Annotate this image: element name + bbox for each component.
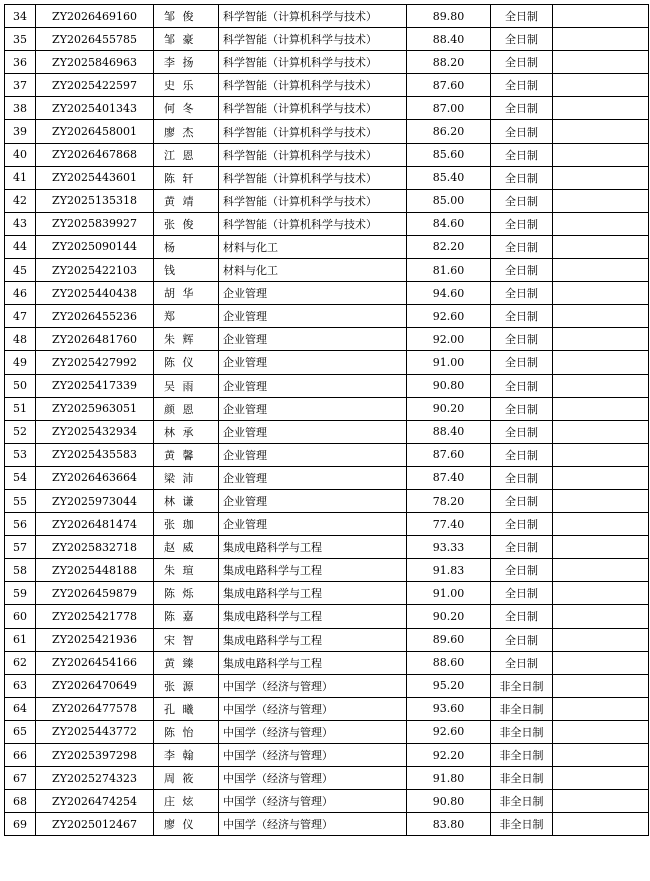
candidate-id: ZY2025401343 [36, 97, 154, 120]
total-score: 90.20 [407, 397, 491, 420]
major-name: 企业管理 [219, 328, 407, 351]
candidate-name: 梁 沛 [154, 466, 219, 489]
candidate-name: 朱 瑄 [154, 559, 219, 582]
remarks-cell [553, 744, 649, 767]
total-score: 93.33 [407, 536, 491, 559]
candidate-name: 陈 嘉 [154, 605, 219, 628]
remarks-cell [553, 143, 649, 166]
row-number: 58 [5, 559, 36, 582]
total-score: 81.60 [407, 259, 491, 282]
remarks-cell [553, 51, 649, 74]
candidate-name: 陈 轩 [154, 166, 219, 189]
row-number: 40 [5, 143, 36, 166]
major-name: 企业管理 [219, 489, 407, 512]
table-row [5, 697, 649, 720]
candidate-id: ZY2026477578 [36, 697, 154, 720]
table-row [5, 582, 649, 605]
candidate-id: ZY2025839927 [36, 212, 154, 235]
table-row [5, 790, 649, 813]
study-mode: 全日制 [491, 51, 553, 74]
table-row [5, 212, 649, 235]
major-name: 集成电路科学与工程 [219, 628, 407, 651]
row-number: 67 [5, 767, 36, 790]
study-mode: 全日制 [491, 282, 553, 305]
table-row [5, 28, 649, 51]
total-score: 85.00 [407, 189, 491, 212]
total-score: 91.80 [407, 767, 491, 790]
remarks-cell [553, 605, 649, 628]
candidate-id: ZY2026458001 [36, 120, 154, 143]
candidate-name: 林 谦 [154, 489, 219, 512]
study-mode: 非全日制 [491, 767, 553, 790]
total-score: 91.00 [407, 351, 491, 374]
candidate-id: ZY2026455785 [36, 28, 154, 51]
row-number: 64 [5, 697, 36, 720]
table-row [5, 513, 649, 536]
major-name: 集成电路科学与工程 [219, 651, 407, 674]
table-row [5, 628, 649, 651]
row-number: 68 [5, 790, 36, 813]
table-row [5, 235, 649, 258]
candidate-name: 颜 恩 [154, 397, 219, 420]
remarks-cell [553, 351, 649, 374]
total-score: 90.20 [407, 605, 491, 628]
candidate-name: 朱 辉 [154, 328, 219, 351]
candidate-id: ZY2025421936 [36, 628, 154, 651]
row-number: 35 [5, 28, 36, 51]
row-number: 63 [5, 674, 36, 697]
row-number: 62 [5, 651, 36, 674]
major-name: 科学智能（计算机科学与技术） [219, 51, 407, 74]
remarks-cell [553, 651, 649, 674]
study-mode: 全日制 [491, 351, 553, 374]
candidate-name: 李 扬 [154, 51, 219, 74]
candidate-id: ZY2025443772 [36, 720, 154, 743]
candidate-name: 杨 [154, 235, 219, 258]
table-row [5, 466, 649, 489]
total-score: 88.40 [407, 28, 491, 51]
candidate-id: ZY2025440438 [36, 282, 154, 305]
candidate-name: 张 珈 [154, 513, 219, 536]
major-name: 中国学（经济与管理） [219, 790, 407, 813]
table-row [5, 328, 649, 351]
table-body [5, 5, 649, 836]
table-row [5, 351, 649, 374]
candidate-id: ZY2025397298 [36, 744, 154, 767]
major-name: 企业管理 [219, 443, 407, 466]
study-mode: 全日制 [491, 328, 553, 351]
major-name: 集成电路科学与工程 [219, 536, 407, 559]
total-score: 91.83 [407, 559, 491, 582]
table-row [5, 744, 649, 767]
major-name: 科学智能（计算机科学与技术） [219, 97, 407, 120]
study-mode: 全日制 [491, 397, 553, 420]
table-row [5, 305, 649, 328]
major-name: 科学智能（计算机科学与技术） [219, 28, 407, 51]
candidate-id: ZY2026481760 [36, 328, 154, 351]
candidate-name: 赵 威 [154, 536, 219, 559]
table-row [5, 605, 649, 628]
major-name: 企业管理 [219, 397, 407, 420]
candidate-name: 宋 智 [154, 628, 219, 651]
total-score: 88.60 [407, 651, 491, 674]
candidate-name: 江 恩 [154, 143, 219, 166]
study-mode: 非全日制 [491, 720, 553, 743]
row-number: 43 [5, 212, 36, 235]
candidate-id: ZY2025421778 [36, 605, 154, 628]
remarks-cell [553, 536, 649, 559]
candidate-name: 林 承 [154, 420, 219, 443]
major-name: 企业管理 [219, 282, 407, 305]
study-mode: 全日制 [491, 466, 553, 489]
candidate-id: ZY2025422103 [36, 259, 154, 282]
remarks-cell [553, 513, 649, 536]
study-mode: 全日制 [491, 97, 553, 120]
candidate-id: ZY2025846963 [36, 51, 154, 74]
total-score: 78.20 [407, 489, 491, 512]
total-score: 82.20 [407, 235, 491, 258]
candidate-name: 孔 曦 [154, 697, 219, 720]
major-name: 科学智能（计算机科学与技术） [219, 166, 407, 189]
row-number: 65 [5, 720, 36, 743]
study-mode: 全日制 [491, 28, 553, 51]
row-number: 49 [5, 351, 36, 374]
total-score: 83.80 [407, 813, 491, 836]
total-score: 92.00 [407, 328, 491, 351]
study-mode: 非全日制 [491, 744, 553, 767]
remarks-cell [553, 235, 649, 258]
candidate-name: 廖 仪 [154, 813, 219, 836]
remarks-cell [553, 720, 649, 743]
candidate-name: 胡 华 [154, 282, 219, 305]
study-mode: 全日制 [491, 582, 553, 605]
remarks-cell [553, 259, 649, 282]
table-row [5, 51, 649, 74]
remarks-cell [553, 97, 649, 120]
major-name: 企业管理 [219, 420, 407, 443]
row-number: 55 [5, 489, 36, 512]
remarks-cell [553, 212, 649, 235]
candidate-name: 黄 臻 [154, 651, 219, 674]
remarks-cell [553, 5, 649, 28]
candidate-id: ZY2025443601 [36, 166, 154, 189]
candidate-id: ZY2025422597 [36, 74, 154, 97]
major-name: 科学智能（计算机科学与技术） [219, 74, 407, 97]
remarks-cell [553, 166, 649, 189]
total-score: 87.00 [407, 97, 491, 120]
candidate-name: 庄 炫 [154, 790, 219, 813]
row-number: 41 [5, 166, 36, 189]
remarks-cell [553, 443, 649, 466]
major-name: 科学智能（计算机科学与技术） [219, 5, 407, 28]
candidate-name: 邹 豪 [154, 28, 219, 51]
major-name: 科学智能（计算机科学与技术） [219, 189, 407, 212]
candidate-id: ZY2025832718 [36, 536, 154, 559]
table-row [5, 720, 649, 743]
major-name: 中国学（经济与管理） [219, 697, 407, 720]
study-mode: 全日制 [491, 305, 553, 328]
row-number: 69 [5, 813, 36, 836]
row-number: 45 [5, 259, 36, 282]
candidate-name: 陈 烁 [154, 582, 219, 605]
table-row [5, 143, 649, 166]
row-number: 57 [5, 536, 36, 559]
table-row [5, 397, 649, 420]
candidate-id: ZY2025012467 [36, 813, 154, 836]
total-score: 89.80 [407, 5, 491, 28]
study-mode: 全日制 [491, 166, 553, 189]
remarks-cell [553, 420, 649, 443]
total-score: 88.40 [407, 420, 491, 443]
major-name: 集成电路科学与工程 [219, 582, 407, 605]
study-mode: 全日制 [491, 651, 553, 674]
major-name: 中国学（经济与管理） [219, 674, 407, 697]
study-mode: 全日制 [491, 489, 553, 512]
total-score: 94.60 [407, 282, 491, 305]
row-number: 56 [5, 513, 36, 536]
remarks-cell [553, 767, 649, 790]
row-number: 38 [5, 97, 36, 120]
study-mode: 全日制 [491, 74, 553, 97]
study-mode: 全日制 [491, 443, 553, 466]
candidate-id: ZY2025090144 [36, 235, 154, 258]
candidate-id: ZY2025427992 [36, 351, 154, 374]
row-number: 42 [5, 189, 36, 212]
study-mode: 全日制 [491, 513, 553, 536]
study-mode: 全日制 [491, 559, 553, 582]
remarks-cell [553, 674, 649, 697]
candidate-name: 何 冬 [154, 97, 219, 120]
study-mode: 全日制 [491, 420, 553, 443]
total-score: 85.40 [407, 166, 491, 189]
remarks-cell [553, 559, 649, 582]
study-mode: 全日制 [491, 259, 553, 282]
row-number: 51 [5, 397, 36, 420]
remarks-cell [553, 189, 649, 212]
candidate-name: 张 俊 [154, 212, 219, 235]
table-row [5, 767, 649, 790]
study-mode: 全日制 [491, 235, 553, 258]
major-name: 科学智能（计算机科学与技术） [219, 120, 407, 143]
candidate-name: 吴 雨 [154, 374, 219, 397]
row-number: 34 [5, 5, 36, 28]
study-mode: 全日制 [491, 189, 553, 212]
total-score: 86.20 [407, 120, 491, 143]
candidate-id: ZY2025432934 [36, 420, 154, 443]
table-row [5, 120, 649, 143]
table-row [5, 97, 649, 120]
candidate-name: 周 筱 [154, 767, 219, 790]
row-number: 60 [5, 605, 36, 628]
candidate-name: 李 翰 [154, 744, 219, 767]
total-score: 84.60 [407, 212, 491, 235]
major-name: 科学智能（计算机科学与技术） [219, 212, 407, 235]
candidate-id: ZY2025448188 [36, 559, 154, 582]
major-name: 中国学（经济与管理） [219, 744, 407, 767]
admission-list-table [4, 4, 649, 836]
remarks-cell [553, 282, 649, 305]
remarks-cell [553, 397, 649, 420]
study-mode: 非全日制 [491, 674, 553, 697]
total-score: 91.00 [407, 582, 491, 605]
total-score: 93.60 [407, 697, 491, 720]
study-mode: 非全日制 [491, 697, 553, 720]
candidate-id: ZY2025417339 [36, 374, 154, 397]
candidate-name: 黄 靖 [154, 189, 219, 212]
row-number: 50 [5, 374, 36, 397]
major-name: 企业管理 [219, 305, 407, 328]
table-row [5, 443, 649, 466]
table-row [5, 813, 649, 836]
candidate-id: ZY2026455236 [36, 305, 154, 328]
major-name: 科学智能（计算机科学与技术） [219, 143, 407, 166]
total-score: 95.20 [407, 674, 491, 697]
major-name: 中国学（经济与管理） [219, 813, 407, 836]
total-score: 92.60 [407, 720, 491, 743]
total-score: 88.20 [407, 51, 491, 74]
candidate-id: ZY2026470649 [36, 674, 154, 697]
candidate-id: ZY2026467868 [36, 143, 154, 166]
total-score: 87.40 [407, 466, 491, 489]
major-name: 材料与化工 [219, 259, 407, 282]
remarks-cell [553, 74, 649, 97]
total-score: 87.60 [407, 443, 491, 466]
table-row [5, 651, 649, 674]
major-name: 企业管理 [219, 466, 407, 489]
candidate-name: 邹 俊 [154, 5, 219, 28]
table-row [5, 74, 649, 97]
remarks-cell [553, 328, 649, 351]
major-name: 企业管理 [219, 374, 407, 397]
study-mode: 全日制 [491, 628, 553, 651]
study-mode: 非全日制 [491, 813, 553, 836]
candidate-id: ZY2026481474 [36, 513, 154, 536]
study-mode: 全日制 [491, 120, 553, 143]
study-mode: 全日制 [491, 605, 553, 628]
candidate-name: 陈 怡 [154, 720, 219, 743]
major-name: 材料与化工 [219, 235, 407, 258]
candidate-id: ZY2025435583 [36, 443, 154, 466]
table-row [5, 420, 649, 443]
major-name: 企业管理 [219, 513, 407, 536]
remarks-cell [553, 489, 649, 512]
table-row [5, 259, 649, 282]
table-row [5, 489, 649, 512]
table-row [5, 674, 649, 697]
row-number: 52 [5, 420, 36, 443]
study-mode: 全日制 [491, 5, 553, 28]
remarks-cell [553, 790, 649, 813]
row-number: 44 [5, 235, 36, 258]
row-number: 47 [5, 305, 36, 328]
candidate-name: 张 源 [154, 674, 219, 697]
row-number: 48 [5, 328, 36, 351]
study-mode: 全日制 [491, 143, 553, 166]
candidate-id: ZY2026469160 [36, 5, 154, 28]
study-mode: 非全日制 [491, 790, 553, 813]
row-number: 66 [5, 744, 36, 767]
candidate-id: ZY2025963051 [36, 397, 154, 420]
table-row [5, 166, 649, 189]
candidate-name: 陈 仪 [154, 351, 219, 374]
candidate-name: 郑 [154, 305, 219, 328]
candidate-name: 史 乐 [154, 74, 219, 97]
candidate-name: 钱 [154, 259, 219, 282]
row-number: 37 [5, 74, 36, 97]
candidate-name: 黄 馨 [154, 443, 219, 466]
total-score: 92.20 [407, 744, 491, 767]
table-row [5, 5, 649, 28]
major-name: 中国学（经济与管理） [219, 767, 407, 790]
table-row [5, 189, 649, 212]
table-row [5, 559, 649, 582]
row-number: 59 [5, 582, 36, 605]
remarks-cell [553, 120, 649, 143]
study-mode: 全日制 [491, 536, 553, 559]
study-mode: 全日制 [491, 374, 553, 397]
candidate-name: 廖 杰 [154, 120, 219, 143]
total-score: 77.40 [407, 513, 491, 536]
candidate-id: ZY2025274323 [36, 767, 154, 790]
table-row [5, 282, 649, 305]
candidate-id: ZY2026459879 [36, 582, 154, 605]
total-score: 87.60 [407, 74, 491, 97]
total-score: 92.60 [407, 305, 491, 328]
row-number: 36 [5, 51, 36, 74]
remarks-cell [553, 697, 649, 720]
total-score: 90.80 [407, 374, 491, 397]
remarks-cell [553, 813, 649, 836]
major-name: 中国学（经济与管理） [219, 720, 407, 743]
row-number: 46 [5, 282, 36, 305]
candidate-id: ZY2026454166 [36, 651, 154, 674]
remarks-cell [553, 582, 649, 605]
total-score: 85.60 [407, 143, 491, 166]
study-mode: 全日制 [491, 212, 553, 235]
row-number: 53 [5, 443, 36, 466]
table-row [5, 536, 649, 559]
row-number: 54 [5, 466, 36, 489]
row-number: 39 [5, 120, 36, 143]
candidate-id: ZY2025973044 [36, 489, 154, 512]
table-row [5, 374, 649, 397]
remarks-cell [553, 466, 649, 489]
row-number: 61 [5, 628, 36, 651]
candidate-id: ZY2026463664 [36, 466, 154, 489]
remarks-cell [553, 305, 649, 328]
total-score: 89.60 [407, 628, 491, 651]
major-name: 集成电路科学与工程 [219, 605, 407, 628]
remarks-cell [553, 628, 649, 651]
remarks-cell [553, 28, 649, 51]
major-name: 企业管理 [219, 351, 407, 374]
major-name: 集成电路科学与工程 [219, 559, 407, 582]
candidate-id: ZY2025135318 [36, 189, 154, 212]
remarks-cell [553, 374, 649, 397]
total-score: 90.80 [407, 790, 491, 813]
candidate-id: ZY2026474254 [36, 790, 154, 813]
